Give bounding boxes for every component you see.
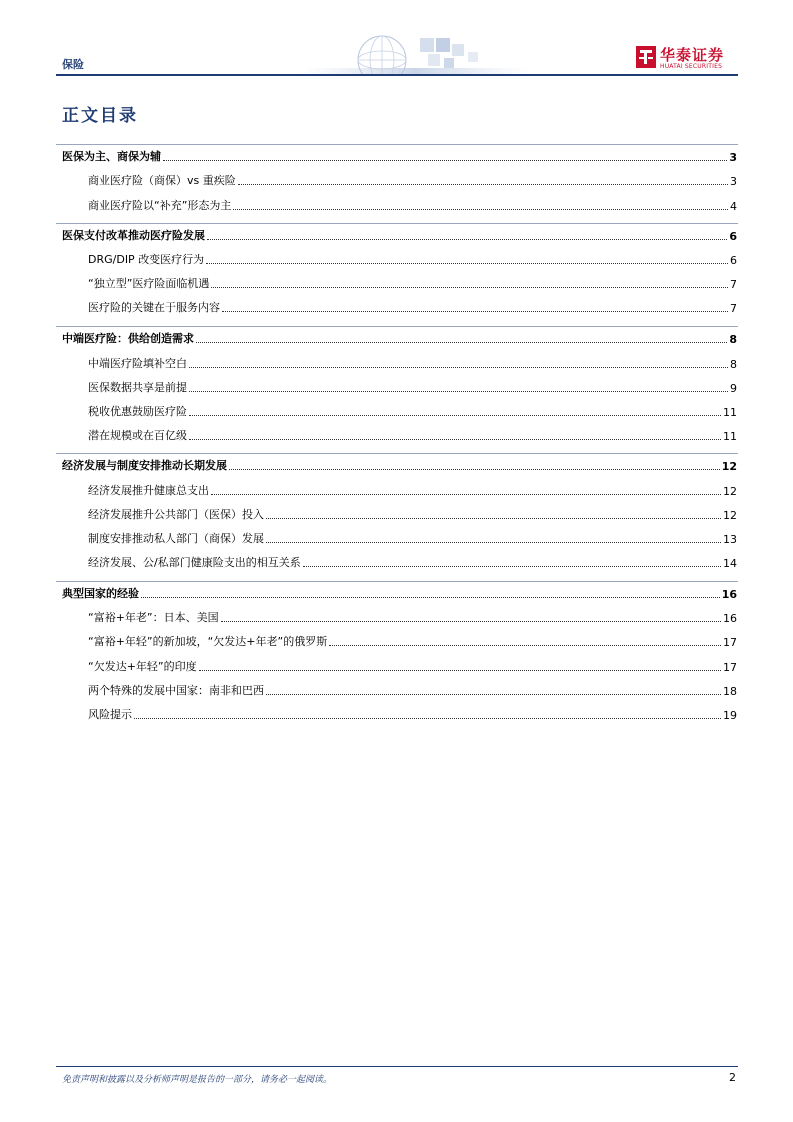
toc-leader xyxy=(233,209,728,210)
toc-item-page: 4 xyxy=(730,200,737,213)
toc-item[interactable] xyxy=(88,554,737,570)
header-tag: 保险 xyxy=(62,58,84,71)
toc-section-title: 医保为主、商保为辅 xyxy=(62,150,161,163)
toc-section[interactable] xyxy=(62,585,737,601)
toc-item[interactable] xyxy=(88,609,737,625)
toc-item[interactable] xyxy=(88,506,737,522)
toc-item-title: 经济发展、公/私部门健康险支出的相互关系 xyxy=(88,556,301,569)
toc-section-title: 医保支付改革推动医疗险发展 xyxy=(62,229,205,242)
toc-section-title: 经济发展与制度安排推动长期发展 xyxy=(62,459,227,472)
toc-leader xyxy=(207,239,727,240)
toc-item[interactable] xyxy=(88,658,737,674)
toc-item[interactable] xyxy=(88,682,737,698)
logo-mark-icon xyxy=(636,46,656,68)
toc-item[interactable] xyxy=(88,275,737,291)
toc-leader xyxy=(211,494,721,495)
section-divider xyxy=(56,326,738,327)
toc-leader xyxy=(189,367,728,368)
toc-item-title: 风险提示 xyxy=(88,708,132,721)
toc-section-page: 12 xyxy=(721,460,737,473)
toc-leader xyxy=(189,415,721,416)
toc-leader xyxy=(163,160,727,161)
toc-item-title: 商业医疗险（商保）vs 重疾险 xyxy=(88,174,236,187)
toc-item[interactable] xyxy=(88,197,737,213)
toc-item-page: 13 xyxy=(723,533,737,546)
toc-section-title: 中端医疗险：供给创造需求 xyxy=(62,332,194,345)
toc-item[interactable] xyxy=(88,355,737,371)
toc-section-page: 6 xyxy=(729,230,737,243)
toc-leader xyxy=(329,645,721,646)
logo-name-en: HUATAI SECURITIES xyxy=(660,63,723,70)
toc-leader xyxy=(206,263,728,264)
toc-item-title: 制度安排推动私人部门（商保）发展 xyxy=(88,532,264,545)
toc-section-page: 16 xyxy=(721,588,737,601)
toc-item-title: “欠发达+年轻”的印度 xyxy=(88,660,197,673)
header-rule xyxy=(56,74,738,76)
toc-item-page: 3 xyxy=(730,175,737,188)
toc-leader xyxy=(211,287,728,288)
toc-item[interactable] xyxy=(88,403,737,419)
toc-item-page: 6 xyxy=(730,254,737,267)
toc-item-title: “富裕+年老”：日本、美国 xyxy=(88,611,219,624)
toc-item-title: 医疗险的关键在于服务内容 xyxy=(88,301,220,314)
toc-leader xyxy=(222,311,728,312)
toc-item-page: 11 xyxy=(723,406,737,419)
toc-item[interactable] xyxy=(88,482,737,498)
toc-leader xyxy=(141,597,720,598)
toc-item-page: 14 xyxy=(723,557,737,570)
page-number: 2 xyxy=(729,1071,736,1084)
toc-item[interactable] xyxy=(88,379,737,395)
section-divider xyxy=(56,223,738,224)
toc-section-page: 8 xyxy=(729,333,737,346)
toc-item-title: 医保数据共享是前提 xyxy=(88,381,187,394)
toc-item[interactable] xyxy=(88,427,737,443)
toc-item-page: 17 xyxy=(723,636,737,649)
toc-item-page: 7 xyxy=(730,302,737,315)
toc-leader xyxy=(199,670,721,671)
toc-item-title: “独立型”医疗险面临机遇 xyxy=(88,277,210,290)
toc-section-page: 3 xyxy=(729,151,737,164)
toc-item-title: DRG/DIP 改变医疗行为 xyxy=(88,253,205,266)
toc-item-page: 16 xyxy=(723,612,737,625)
toc-item-title: 经济发展推升公共部门（医保）投入 xyxy=(88,508,264,521)
toc-section[interactable] xyxy=(62,148,737,164)
toc-leader xyxy=(266,518,721,519)
toc-item-page: 11 xyxy=(723,430,737,443)
toc-item-title: 经济发展推升健康总支出 xyxy=(88,484,209,497)
toc-leader xyxy=(189,391,728,392)
toc-item-page: 9 xyxy=(730,382,737,395)
toc-item-title: 中端医疗险填补空白 xyxy=(88,357,187,370)
toc-section[interactable] xyxy=(62,330,737,346)
toc-item[interactable] xyxy=(88,633,737,649)
section-divider xyxy=(56,453,738,454)
section-divider xyxy=(56,144,738,145)
toc-item[interactable] xyxy=(88,530,737,546)
toc-item-page: 19 xyxy=(723,709,737,722)
toc-leader xyxy=(266,694,721,695)
logo-name-cn: 华泰证券 xyxy=(660,46,725,64)
toc-item-page: 18 xyxy=(723,685,737,698)
toc-item[interactable] xyxy=(88,172,737,188)
toc-item-title: 两个特殊的发展中国家：南非和巴西 xyxy=(88,684,264,697)
toc-item-title: 潜在规模或在百亿级 xyxy=(88,429,187,442)
toc-leader xyxy=(229,469,720,470)
footer-disclaimer: 免责声明和披露以及分析师声明是报告的一部分，请务必一起阅读。 xyxy=(62,1075,333,1085)
toc-leader xyxy=(238,184,728,185)
toc-item-page: 12 xyxy=(723,485,737,498)
toc-item[interactable] xyxy=(88,299,737,315)
toc-item-title: 税收优惠鼓励医疗险 xyxy=(88,405,187,418)
toc-leader xyxy=(189,439,721,440)
huatai-logo xyxy=(636,44,740,74)
toc-leader xyxy=(221,621,721,622)
section-divider xyxy=(56,581,738,582)
globe-graphic xyxy=(300,30,530,76)
toc-section[interactable] xyxy=(62,227,737,243)
toc-item-title: 商业医疗险以“补充”形态为主 xyxy=(88,199,232,212)
footer-rule xyxy=(56,1066,738,1067)
toc-section-title: 典型国家的经验 xyxy=(62,587,139,600)
toc-leader xyxy=(303,566,721,567)
toc-leader xyxy=(266,542,721,543)
toc-item-page: 7 xyxy=(730,278,737,291)
toc-item-page: 17 xyxy=(723,661,737,674)
toc-item-page: 12 xyxy=(723,509,737,522)
toc-leader xyxy=(134,718,721,719)
toc-item[interactable] xyxy=(88,706,737,722)
toc-item-page: 8 xyxy=(730,358,737,371)
toc-item-title: “富裕+年轻”的新加坡，“欠发达+年老”的俄罗斯 xyxy=(88,635,328,648)
toc-title: 正文目录 xyxy=(62,106,138,126)
toc-section[interactable] xyxy=(62,457,737,473)
toc-leader xyxy=(196,342,727,343)
toc-item[interactable] xyxy=(88,251,737,267)
